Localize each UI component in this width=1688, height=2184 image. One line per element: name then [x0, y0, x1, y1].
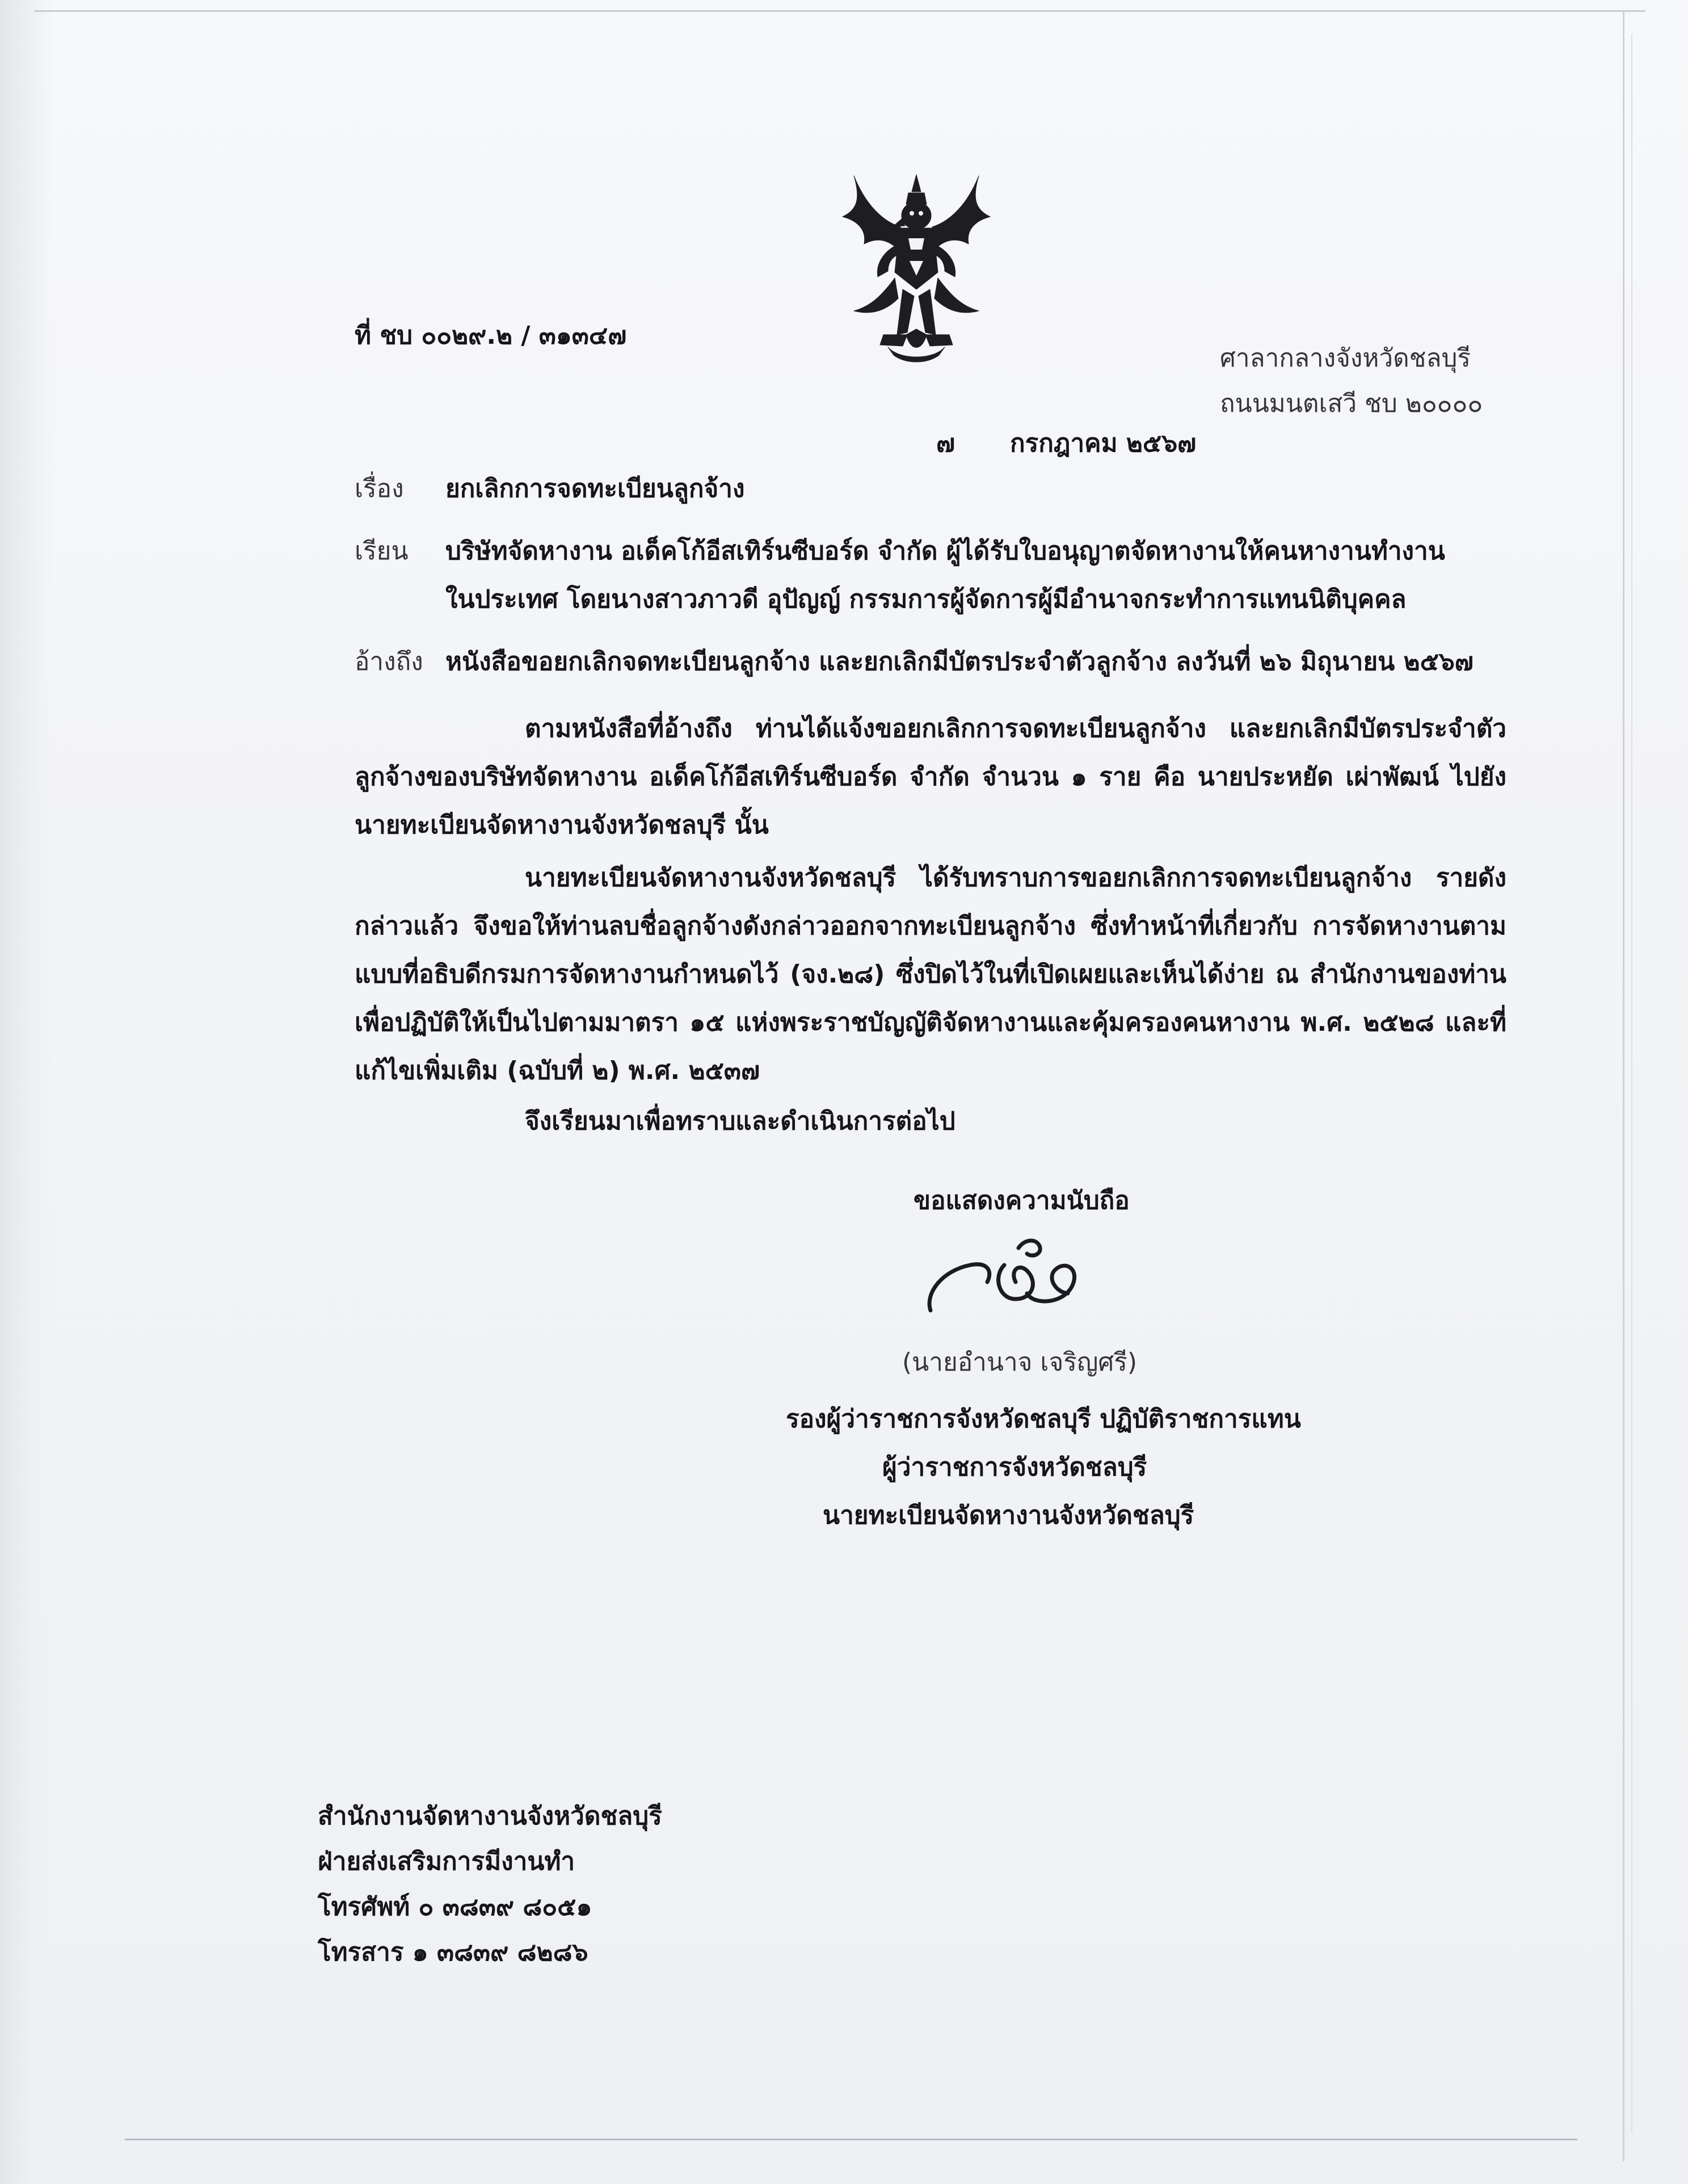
recipient-line-2: ในประเทศ โดยนางสาวภาวดี อุปัญญ์ กรรมการผู้จัดการผู้มีอำนาจกระทำการแทนนิติบุคคล — [445, 585, 1407, 614]
reference-number: ที่ ชบ ๐๐๒๙.๒ / ๓๑๓๔๗ — [355, 321, 627, 350]
signer-name: (นายอำนาจ เจริญศรี) — [902, 1348, 1138, 1377]
scan-edge-right — [1623, 11, 1624, 2161]
signer-title-line-3: นายทะเบียนจัดหางานจังหวัดชลบุรี — [823, 1501, 1194, 1530]
scan-edge-bottom — [125, 2139, 1577, 2140]
scan-shadow-left — [0, 0, 54, 2184]
handwritten-signature — [919, 1225, 1106, 1327]
footer-fax: โทรสาร ๑ ๓๘๓๙ ๘๒๘๖ — [318, 1938, 588, 1967]
garuda-emblem-icon — [831, 165, 1001, 369]
body-paragraph-2: นายทะเบียนจัดหางานจังหวัดชลบุรี ได้รับทราบการขอยกเลิกการจดทะเบียนลูกจ้าง รายดังกล่าวแล้ว จึงขอให้ท่านลบชื่อลูกจ้างดังกล่าวออกจากทะเบียนลูกจ้าง ซึ่งทำหน้าที่เกี่ยวกับ การจัดหางานตามแบบที่อธิบดีกรมการจัดหางานกำหนดไว้ (จง.๒๘) ซึ่งปิดไว้ในที่เปิดเผยและเห็นได้ง่าย ณ สำนักงานของท่านเพื่อปฏิบัติให้เป็นไปตามมาตรา ๑๕ แห่งพระราชบัญญัติจัดหางานและคุ้มครองคนหางาน พ.ศ. ๒๕๒๘ และที่แก้ไขเพิ่มเติม (ฉบับที่ ๒) พ.ศ. ๒๕๓๗ — [355, 863, 1506, 1085]
closing-sentence: จึงเรียนมาเพื่อทราบและดำเนินการต่อไป — [525, 1107, 955, 1136]
reference-label: อ้างถึง — [355, 647, 423, 676]
subject-label: เรื่อง — [355, 474, 404, 503]
body-paragraph-1: ตามหนังสือที่อ้างถึง ท่านได้แจ้งขอยกเลิกการจดทะเบียนลูกจ้าง และยกเลิกมีบัตรประจำตัว ลูกจ้างของบริษัทจัดหางาน อเด็คโก้อีสเทิร์นซีบอร์ด จำกัด จำนวน ๑ ราย คือ นายประหยัด เผ่าพัฒน์ ไปยังนายทะเบียนจัดหางานจังหวัดชลบุรี นั้น — [355, 714, 1506, 840]
footer-phone: โทรศัพท์ ๐ ๓๘๓๙ ๘๐๕๑ — [318, 1892, 592, 1921]
footer-office: สำนักงานจัดหางานจังหวัดชลบุรี — [318, 1802, 662, 1831]
scan-edge-right-under — [1631, 34, 1632, 2133]
footer-division: ฝ่ายส่งเสริมการมีงานทำ — [318, 1847, 575, 1876]
subject-text: ยกเลิกการจดทะเบียนลูกจ้าง — [445, 474, 745, 503]
recipient-label: เรียน — [355, 537, 409, 566]
sender-address-line-1: ศาลากลางจังหวัดชลบุรี — [1220, 344, 1471, 373]
recipient-line-1: บริษัทจัดหางาน อเด็คโก้อีสเทิร์นซีบอร์ด จำกัด ผู้ได้รับใบอนุญาตจัดหางานให้คนหางานทำงาน — [445, 537, 1445, 566]
salutation: ขอแสดงความนับถือ — [914, 1186, 1130, 1215]
date-day: ๗ — [936, 429, 955, 458]
reference-text: หนังสือขอยกเลิกจดทะเบียนลูกจ้าง และยกเลิกมีบัตรประจำตัวลูกจ้าง ลงวันที่ ๒๖ มิถุนายน ๒๕๖๗ — [445, 647, 1474, 676]
scan-edge-top — [34, 0, 1645, 12]
sender-address-line-2: ถนนมนตเสวี ชบ ๒๐๐๐๐ — [1220, 389, 1483, 418]
date-month-year: กรกฎาคม ๒๕๖๗ — [1010, 429, 1197, 458]
signer-title-line-2: ผู้ว่าราชการจังหวัดชลบุรี — [882, 1453, 1147, 1482]
signer-title-line-1: รองผู้ว่าราชการจังหวัดชลบุรี ปฏิบัติราชการแทน — [786, 1405, 1301, 1433]
